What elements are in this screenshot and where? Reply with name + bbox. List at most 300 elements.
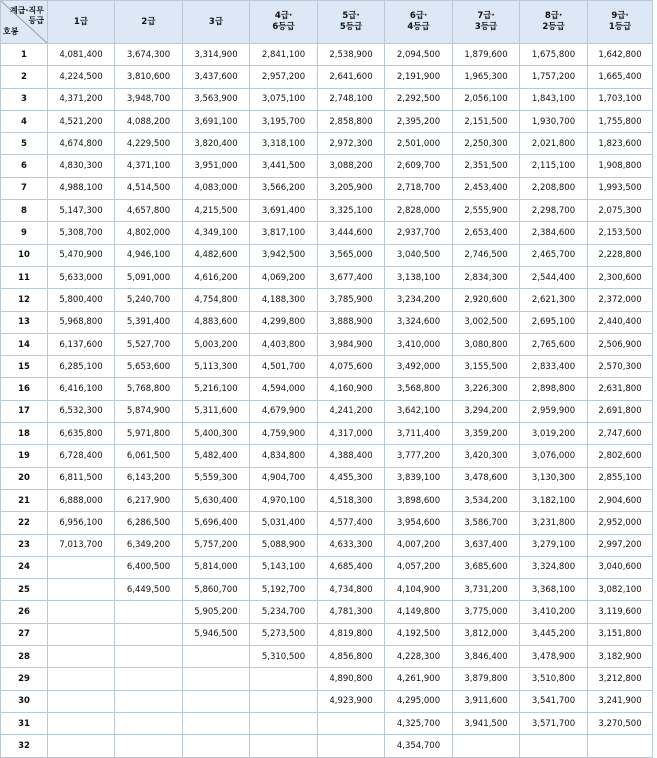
salary-cell: 1,965,300 <box>453 66 520 88</box>
salary-cell: 2,300,600 <box>588 266 653 288</box>
salary-cell: 5,633,000 <box>48 266 115 288</box>
salary-cell: 4,946,100 <box>115 244 183 266</box>
corner-top-line1: 계급·직무 <box>10 6 44 15</box>
salary-cell: 4,970,100 <box>250 489 318 511</box>
table-row <box>1 534 653 556</box>
step-number-cell: 19 <box>1 445 48 467</box>
step-number-cell: 7 <box>1 177 48 199</box>
salary-cell: 4,521,200 <box>48 110 115 132</box>
step-number-cell: 32 <box>1 735 48 757</box>
salary-cell: 4,518,300 <box>318 489 385 511</box>
step-number-cell: 15 <box>1 356 48 378</box>
salary-cell: 2,952,000 <box>588 512 653 534</box>
salary-cell: 3,205,900 <box>318 177 385 199</box>
salary-cell: 4,988,100 <box>48 177 115 199</box>
table-row <box>1 601 653 623</box>
salary-cell <box>48 690 115 712</box>
salary-cell: 2,746,500 <box>453 244 520 266</box>
salary-cell: 4,594,000 <box>250 378 318 400</box>
salary-cell: 5,391,400 <box>115 311 183 333</box>
salary-cell: 3,088,200 <box>318 155 385 177</box>
salary-cell: 2,453,400 <box>453 177 520 199</box>
salary-cell: 2,292,500 <box>385 88 453 110</box>
salary-cell: 6,061,500 <box>115 445 183 467</box>
salary-cell: 3,437,600 <box>183 66 250 88</box>
salary-cell: 2,208,800 <box>520 177 588 199</box>
salary-cell <box>48 668 115 690</box>
salary-cell: 5,400,300 <box>183 423 250 445</box>
salary-cell: 3,040,500 <box>385 244 453 266</box>
salary-cell: 4,514,500 <box>115 177 183 199</box>
salary-cell <box>520 735 588 757</box>
step-number-cell: 8 <box>1 200 48 222</box>
table-row <box>1 200 653 222</box>
salary-cell: 4,501,700 <box>250 356 318 378</box>
salary-cell: 4,325,700 <box>385 712 453 734</box>
col-header-line2: 4등급 <box>407 22 430 32</box>
step-number-cell: 2 <box>1 66 48 88</box>
salary-cell: 3,568,800 <box>385 378 453 400</box>
salary-cell: 3,984,900 <box>318 333 385 355</box>
salary-cell: 5,482,400 <box>183 445 250 467</box>
salary-cell: 4,482,600 <box>183 244 250 266</box>
salary-cell: 2,440,400 <box>588 311 653 333</box>
salary-cell: 3,534,200 <box>453 489 520 511</box>
table-row <box>1 489 653 511</box>
salary-cell: 4,261,900 <box>385 668 453 690</box>
col-header-line2: 6등급 <box>272 22 295 32</box>
salary-cell: 5,696,400 <box>183 512 250 534</box>
salary-cell: 4,295,000 <box>385 690 453 712</box>
table-row <box>1 289 653 311</box>
salary-cell <box>48 735 115 757</box>
table-row <box>1 133 653 155</box>
salary-cell: 3,637,400 <box>453 534 520 556</box>
salary-cell: 2,641,600 <box>318 66 385 88</box>
step-number-cell: 18 <box>1 423 48 445</box>
table-row <box>1 512 653 534</box>
col-header-7 <box>453 1 520 44</box>
table-row <box>1 690 653 712</box>
salary-cell: 2,695,100 <box>520 311 588 333</box>
step-number-cell: 6 <box>1 155 48 177</box>
salary-cell: 1,757,200 <box>520 66 588 88</box>
table-row <box>1 378 653 400</box>
col-header-1 <box>48 1 115 44</box>
step-number-cell: 24 <box>1 556 48 578</box>
salary-cell: 5,088,900 <box>250 534 318 556</box>
table-row <box>1 311 653 333</box>
step-number-cell: 1 <box>1 44 48 66</box>
salary-cell: 4,229,500 <box>115 133 183 155</box>
salary-cell: 2,765,600 <box>520 333 588 355</box>
salary-cell <box>115 623 183 645</box>
salary-cell: 2,855,100 <box>588 467 653 489</box>
salary-cell: 3,810,600 <box>115 66 183 88</box>
salary-cell: 4,657,800 <box>115 200 183 222</box>
salary-cell: 2,395,200 <box>385 110 453 132</box>
salary-cell: 6,635,800 <box>48 423 115 445</box>
salary-cell: 6,285,100 <box>48 356 115 378</box>
salary-cell <box>183 712 250 734</box>
salary-cell: 5,273,500 <box>250 623 318 645</box>
salary-cell: 3,080,800 <box>453 333 520 355</box>
salary-cell: 4,083,000 <box>183 177 250 199</box>
salary-cell: 3,478,900 <box>520 646 588 668</box>
salary-cell: 3,677,400 <box>318 266 385 288</box>
salary-cell: 3,075,100 <box>250 88 318 110</box>
salary-cell: 3,691,400 <box>250 200 318 222</box>
salary-cell: 3,324,800 <box>520 556 588 578</box>
salary-cell: 3,324,600 <box>385 311 453 333</box>
salary-cell: 5,143,100 <box>250 556 318 578</box>
salary-cell: 4,228,300 <box>385 646 453 668</box>
salary-cell: 3,195,700 <box>250 110 318 132</box>
salary-cell <box>115 668 183 690</box>
step-number-cell: 12 <box>1 289 48 311</box>
step-number-cell: 13 <box>1 311 48 333</box>
table-row <box>1 66 653 88</box>
salary-cell: 1,843,100 <box>520 88 588 110</box>
salary-cell: 3,410,200 <box>520 601 588 623</box>
salary-cell: 5,757,200 <box>183 534 250 556</box>
table-row <box>1 266 653 288</box>
salary-cell: 3,076,000 <box>520 445 588 467</box>
salary-cell: 3,119,600 <box>588 601 653 623</box>
salary-cell: 4,802,000 <box>115 222 183 244</box>
salary-cell: 2,834,300 <box>453 266 520 288</box>
col-header-8 <box>520 1 588 44</box>
salary-cell: 4,160,900 <box>318 378 385 400</box>
salary-cell: 1,755,800 <box>588 110 653 132</box>
salary-cell: 6,532,300 <box>48 400 115 422</box>
step-number-cell: 3 <box>1 88 48 110</box>
salary-cell: 2,501,000 <box>385 133 453 155</box>
salary-cell: 3,839,100 <box>385 467 453 489</box>
salary-cell: 4,104,900 <box>385 579 453 601</box>
table-row <box>1 333 653 355</box>
corner-header <box>1 1 48 44</box>
salary-cell: 4,299,800 <box>250 311 318 333</box>
salary-cell: 3,941,500 <box>453 712 520 734</box>
salary-cell <box>48 712 115 734</box>
table-row <box>1 155 653 177</box>
salary-cell: 3,368,100 <box>520 579 588 601</box>
salary-cell: 3,898,600 <box>385 489 453 511</box>
col-header-2 <box>115 1 183 44</box>
salary-cell: 4,088,200 <box>115 110 183 132</box>
salary-cell: 3,212,800 <box>588 668 653 690</box>
col-header-line2: 3등급 <box>474 22 498 32</box>
salary-cell: 3,812,000 <box>453 623 520 645</box>
salary-cell: 2,094,500 <box>385 44 453 66</box>
salary-cell: 2,858,800 <box>318 110 385 132</box>
salary-cell <box>250 735 318 757</box>
table-row <box>1 356 653 378</box>
salary-cell: 3,226,300 <box>453 378 520 400</box>
salary-cell: 2,075,300 <box>588 200 653 222</box>
salary-cell: 2,538,900 <box>318 44 385 66</box>
salary-cell <box>48 556 115 578</box>
salary-cell: 2,972,300 <box>318 133 385 155</box>
salary-cell: 4,819,800 <box>318 623 385 645</box>
salary-cell: 1,823,600 <box>588 133 653 155</box>
salary-cell: 5,653,600 <box>115 356 183 378</box>
table-row <box>1 467 653 489</box>
table-body <box>1 44 653 758</box>
salary-cell: 2,691,800 <box>588 400 653 422</box>
salary-cell: 2,544,400 <box>520 266 588 288</box>
step-number-cell: 16 <box>1 378 48 400</box>
step-number-cell: 25 <box>1 579 48 601</box>
salary-cell <box>115 601 183 623</box>
col-header-line2: 1등급 <box>608 22 632 32</box>
table-row <box>1 735 653 757</box>
salary-cell: 3,777,200 <box>385 445 453 467</box>
step-number-cell: 22 <box>1 512 48 534</box>
salary-cell: 4,904,700 <box>250 467 318 489</box>
salary-cell: 3,445,200 <box>520 623 588 645</box>
salary-cell: 4,734,800 <box>318 579 385 601</box>
salary-cell: 3,817,100 <box>250 222 318 244</box>
step-number-cell: 17 <box>1 400 48 422</box>
salary-cell: 4,830,300 <box>48 155 115 177</box>
step-number-cell: 21 <box>1 489 48 511</box>
salary-cell: 5,091,000 <box>115 266 183 288</box>
salary-cell: 3,911,600 <box>453 690 520 712</box>
salary-cell: 4,007,200 <box>385 534 453 556</box>
col-header-line2: 2등급 <box>542 22 565 32</box>
salary-cell: 4,754,800 <box>183 289 250 311</box>
step-number-cell: 30 <box>1 690 48 712</box>
salary-cell: 3,441,500 <box>250 155 318 177</box>
col-header-line1: 2급 <box>141 16 156 27</box>
salary-cell: 3,846,400 <box>453 646 520 668</box>
salary-cell <box>588 735 653 757</box>
table-row <box>1 423 653 445</box>
step-number-cell: 29 <box>1 668 48 690</box>
salary-cell: 3,420,300 <box>453 445 520 467</box>
salary-cell: 5,216,100 <box>183 378 250 400</box>
col-header-9 <box>588 1 653 44</box>
salary-cell: 5,946,500 <box>183 623 250 645</box>
salary-cell: 3,151,800 <box>588 623 653 645</box>
salary-cell: 3,155,500 <box>453 356 520 378</box>
salary-cell: 4,781,300 <box>318 601 385 623</box>
step-number-cell: 20 <box>1 467 48 489</box>
salary-cell <box>318 712 385 734</box>
salary-cell: 2,631,800 <box>588 378 653 400</box>
salary-cell <box>318 735 385 757</box>
salary-cell: 5,234,700 <box>250 601 318 623</box>
salary-cell: 4,317,000 <box>318 423 385 445</box>
salary-cell: 6,286,500 <box>115 512 183 534</box>
salary-cell: 5,971,800 <box>115 423 183 445</box>
salary-cell: 5,147,300 <box>48 200 115 222</box>
salary-cell: 4,069,200 <box>250 266 318 288</box>
salary-cell: 2,937,700 <box>385 222 453 244</box>
salary-cell: 3,642,100 <box>385 400 453 422</box>
salary-cell: 7,013,700 <box>48 534 115 556</box>
salary-cell <box>115 712 183 734</box>
header-row <box>1 1 653 44</box>
salary-cell: 5,968,800 <box>48 311 115 333</box>
salary-cell: 3,888,900 <box>318 311 385 333</box>
salary-cell: 1,879,600 <box>453 44 520 66</box>
step-number-cell: 23 <box>1 534 48 556</box>
salary-cell: 4,883,600 <box>183 311 250 333</box>
salary-cell: 3,691,100 <box>183 110 250 132</box>
salary-cell: 1,993,500 <box>588 177 653 199</box>
salary-cell: 5,003,200 <box>183 333 250 355</box>
salary-cell: 6,349,200 <box>115 534 183 556</box>
salary-cell: 3,314,900 <box>183 44 250 66</box>
salary-cell: 3,359,200 <box>453 423 520 445</box>
salary-cell: 2,115,100 <box>520 155 588 177</box>
salary-cell: 4,616,200 <box>183 266 250 288</box>
salary-cell: 2,904,600 <box>588 489 653 511</box>
salary-cell: 3,954,600 <box>385 512 453 534</box>
salary-cell: 6,416,100 <box>48 378 115 400</box>
salary-cell: 3,571,700 <box>520 712 588 734</box>
salary-cell: 2,056,100 <box>453 88 520 110</box>
salary-cell: 3,586,700 <box>453 512 520 534</box>
salary-cell: 3,002,500 <box>453 311 520 333</box>
step-number-cell: 4 <box>1 110 48 132</box>
salary-cell: 3,492,000 <box>385 356 453 378</box>
salary-cell: 3,318,100 <box>250 133 318 155</box>
salary-cell: 6,811,500 <box>48 467 115 489</box>
salary-cell: 2,153,500 <box>588 222 653 244</box>
salary-cell: 4,241,200 <box>318 400 385 422</box>
table-row <box>1 88 653 110</box>
salary-cell: 3,182,900 <box>588 646 653 668</box>
salary-cell: 3,182,100 <box>520 489 588 511</box>
col-header-line1: 6급· <box>409 11 428 21</box>
salary-cell: 5,527,700 <box>115 333 183 355</box>
salary-cell: 5,814,000 <box>183 556 250 578</box>
salary-cell: 2,997,200 <box>588 534 653 556</box>
salary-cell: 4,759,900 <box>250 423 318 445</box>
table-row <box>1 445 653 467</box>
col-header-5 <box>318 1 385 44</box>
salary-cell: 6,143,200 <box>115 467 183 489</box>
salary-cell <box>115 646 183 668</box>
salary-cell: 5,031,400 <box>250 512 318 534</box>
salary-cell: 4,354,700 <box>385 735 453 757</box>
salary-cell: 3,294,200 <box>453 400 520 422</box>
col-header-line1: 5급· <box>342 11 360 21</box>
salary-cell: 4,685,400 <box>318 556 385 578</box>
salary-cell: 2,828,000 <box>385 200 453 222</box>
salary-cell <box>48 579 115 601</box>
salary-cell: 4,224,500 <box>48 66 115 88</box>
col-header-line1: 8급· <box>544 11 563 21</box>
col-header-line1: 9급· <box>611 11 629 21</box>
salary-cell: 4,192,500 <box>385 623 453 645</box>
salary-cell: 2,748,100 <box>318 88 385 110</box>
salary-cell: 3,510,800 <box>520 668 588 690</box>
salary-cell: 3,942,500 <box>250 244 318 266</box>
table-row <box>1 44 653 66</box>
salary-cell: 4,371,100 <box>115 155 183 177</box>
salary-cell: 2,609,700 <box>385 155 453 177</box>
salary-cell: 4,834,800 <box>250 445 318 467</box>
salary-cell: 4,081,400 <box>48 44 115 66</box>
table-row <box>1 668 653 690</box>
table-row <box>1 222 653 244</box>
salary-cell: 1,642,800 <box>588 44 653 66</box>
salary-cell: 6,137,600 <box>48 333 115 355</box>
table-row <box>1 177 653 199</box>
salary-cell: 6,449,500 <box>115 579 183 601</box>
corner-top-line2: 등급 <box>28 16 44 25</box>
table-row <box>1 579 653 601</box>
salary-cell: 3,685,600 <box>453 556 520 578</box>
salary-cell: 5,874,900 <box>115 400 183 422</box>
salary-cell <box>183 735 250 757</box>
step-number-cell: 9 <box>1 222 48 244</box>
salary-cell: 2,841,100 <box>250 44 318 66</box>
salary-cell: 2,718,700 <box>385 177 453 199</box>
salary-cell: 2,506,900 <box>588 333 653 355</box>
salary-cell: 5,308,700 <box>48 222 115 244</box>
salary-cell: 3,948,700 <box>115 88 183 110</box>
salary-cell: 4,371,200 <box>48 88 115 110</box>
salary-cell: 1,665,400 <box>588 66 653 88</box>
salary-cell: 3,325,100 <box>318 200 385 222</box>
salary-cell: 6,217,900 <box>115 489 183 511</box>
salary-cell: 3,731,200 <box>453 579 520 601</box>
salary-cell: 5,310,500 <box>250 646 318 668</box>
salary-cell: 3,040,600 <box>588 556 653 578</box>
salary-cell: 4,856,800 <box>318 646 385 668</box>
salary-cell: 4,403,800 <box>250 333 318 355</box>
salary-cell: 3,279,100 <box>520 534 588 556</box>
col-header-line1: 1급 <box>73 16 89 27</box>
salary-cell: 2,653,400 <box>453 222 520 244</box>
salary-cell: 2,191,900 <box>385 66 453 88</box>
salary-cell: 5,905,200 <box>183 601 250 623</box>
salary-cell <box>183 668 250 690</box>
step-number-cell: 27 <box>1 623 48 645</box>
salary-cell: 5,860,700 <box>183 579 250 601</box>
salary-cell: 3,138,100 <box>385 266 453 288</box>
salary-cell: 1,675,800 <box>520 44 588 66</box>
salary-cell: 4,188,300 <box>250 289 318 311</box>
corner-top-label <box>10 6 44 26</box>
salary-cell: 2,621,300 <box>520 289 588 311</box>
step-number-cell: 11 <box>1 266 48 288</box>
corner-bottom-label: 호봉 <box>3 27 19 36</box>
salary-cell: 4,388,400 <box>318 445 385 467</box>
salary-cell: 3,566,200 <box>250 177 318 199</box>
salary-cell: 2,747,600 <box>588 423 653 445</box>
salary-cell: 3,711,400 <box>385 423 453 445</box>
salary-cell <box>115 690 183 712</box>
salary-cell: 5,311,600 <box>183 400 250 422</box>
salary-cell: 1,930,700 <box>520 110 588 132</box>
salary-cell <box>115 735 183 757</box>
salary-cell: 1,908,800 <box>588 155 653 177</box>
table-row <box>1 556 653 578</box>
salary-cell: 5,240,700 <box>115 289 183 311</box>
table-row <box>1 712 653 734</box>
salary-cell: 4,075,600 <box>318 356 385 378</box>
salary-cell <box>48 623 115 645</box>
salary-cell: 5,768,800 <box>115 378 183 400</box>
salary-cell: 3,130,300 <box>520 467 588 489</box>
